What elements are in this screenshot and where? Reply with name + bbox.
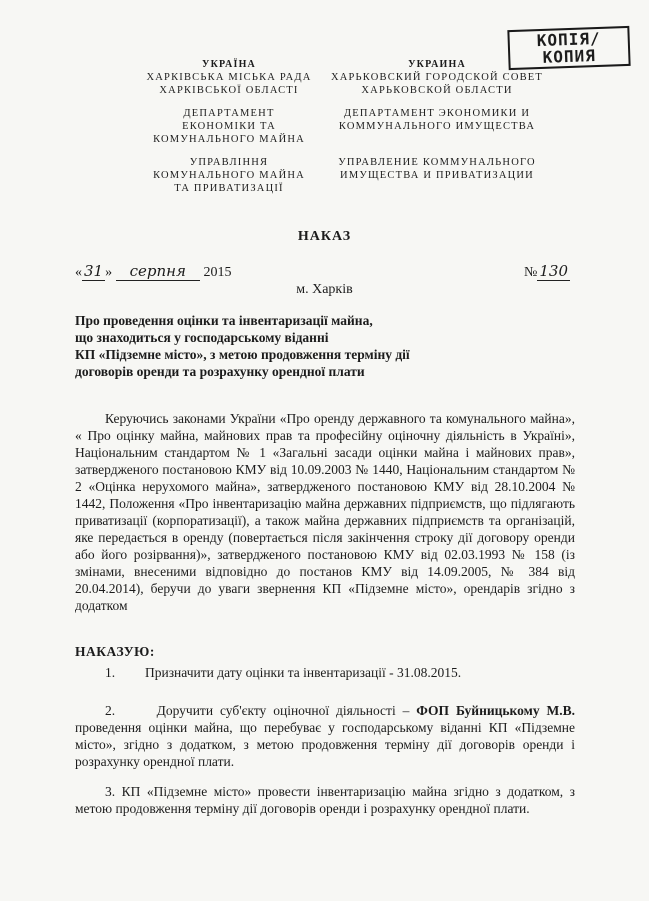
order-item-2 xyxy=(75,702,575,770)
header-department-3: КОМУНАЛЬНОГО МАЙНА xyxy=(153,134,305,145)
stamp-line-2: КОПИЯ xyxy=(542,46,597,67)
subject-line-4: договорів оренди та розрахунку орендної плати xyxy=(75,364,365,379)
header-department-2: ЕКОНОМІКИ ТА xyxy=(182,121,276,132)
item-text: Призначити дату оцінки та інвентаризації - 31.08.2015. xyxy=(145,665,462,680)
header-russian xyxy=(326,58,548,182)
stamp-line-1: КОПІЯ/ xyxy=(536,28,601,51)
date-row xyxy=(75,262,570,282)
header-department-ru-2: КОММУНАЛЬНОГО ИМУЩЕСТВА xyxy=(338,121,536,132)
subject-line-3: КП «Підземне місто», з метою продовження терміну дії xyxy=(75,347,410,362)
header-council-ru: ХАРЬКОВСКИЙ ГОРОДСКОЙ СОВЕТ xyxy=(330,72,544,83)
order-item-3 xyxy=(75,783,575,817)
header-country: УКРАЇНА xyxy=(202,59,256,70)
header-department-ru-1: ДЕПАРТАМЕНТ ЭКОНОМИКИ И xyxy=(343,108,531,119)
date-month: серпня xyxy=(116,262,200,281)
header-office-2: КОМУНАЛЬНОГО МАЙНА xyxy=(153,170,305,181)
copy-stamp xyxy=(507,26,630,70)
item-text: Доручити суб'єкту оціночної діяльності – xyxy=(156,703,417,718)
orders-heading: НАКАЗУЮ: xyxy=(75,644,155,659)
header-office-1: УПРАВЛІННЯ xyxy=(189,157,269,168)
preamble-paragraph: Керуючись законами України «Про оренду державного та комунального майна», « Про оцінку майна, майнових прав та професійну оціночну діяльність в Україні», Національним стандартом № 1 «Загальні засади оцінки майна і майнових прав», затвердженого постановою КМУ від 10.09.2003 № 1440, Національним стандартом № 2 «Оцінка нерухомого майна», затвердженого постановою КМУ від 28.10.2004 № 1442, Положення «Про інвентаризацію майна державних підприємств, що підлягають приватизації (корпоратизації), а також майна державних підприємств та організацій, яке передається в оренду (повертається після закінчення строку дії договору оренди або його розірвання)», затвердженого постановою КМУ від 02.03.1993 № 158 (із змінами, внесеними відповідно до постанов КМУ від 14.09.2005, № 384 від 20.04.2014), беручи до уваги звернення КП «Підземне місто», орендарів згідно з додатком xyxy=(75,411,575,613)
header-office-ru-1: УПРАВЛЕНИЕ КОММУНАЛЬНОГО xyxy=(338,157,536,168)
order-date xyxy=(75,262,231,281)
item-contractor: ФОП Буйницькому М.В. xyxy=(416,703,576,718)
header-ukrainian xyxy=(140,58,318,195)
number-value: 130 xyxy=(539,262,568,280)
date-open-quote: « xyxy=(75,265,82,280)
header-office-3: ТА ПРИВАТИЗАЦІЇ xyxy=(174,183,284,194)
city: м. Харків xyxy=(296,282,353,297)
header-region: ХАРКІВСЬКОЇ ОБЛАСТІ xyxy=(159,85,299,96)
header-region-ru: ХАРЬКОВСКОЙ ОБЛАСТИ xyxy=(361,85,513,96)
item-number: 1. xyxy=(105,665,116,680)
item-text-cont: проведення оцінки майна, що перебуває у господарському віданні КП «Підземне місто», згідно з додатком, з метою продовження терміну дії договорів оренди і розрахунку орендної плати. xyxy=(75,720,575,769)
item-number: 2. xyxy=(105,703,116,718)
subject-line-2: що знаходиться у господарському віданні xyxy=(75,330,329,345)
order-subject xyxy=(75,312,475,380)
number-prefix: № xyxy=(524,265,538,280)
header-country-ru: УКРАИНА xyxy=(408,59,466,70)
date-year: 2015 xyxy=(203,265,232,280)
header-department-1: ДЕПАРТАМЕНТ xyxy=(183,108,275,119)
date-close-quote: » xyxy=(105,265,113,280)
item-text: КП «Підземне місто» провести інвентаризацію майна згідно з додатком, з метою продовження терміну дії договорів оренди і розрахунку орендної плати. xyxy=(75,784,576,816)
header-office-ru-2: ИМУЩЕСТВА И ПРИВАТИЗАЦИИ xyxy=(340,170,534,181)
order-item-1 xyxy=(75,664,575,681)
date-day: 31 xyxy=(84,262,104,280)
document-title: НАКАЗ xyxy=(297,229,352,244)
item-number: 3. xyxy=(105,784,116,799)
order-number xyxy=(524,262,570,281)
header-council: ХАРКІВСЬКА МІСЬКА РАДА xyxy=(146,72,312,83)
subject-line-1: Про проведення оцінки та інвентаризації майна, xyxy=(75,313,373,328)
